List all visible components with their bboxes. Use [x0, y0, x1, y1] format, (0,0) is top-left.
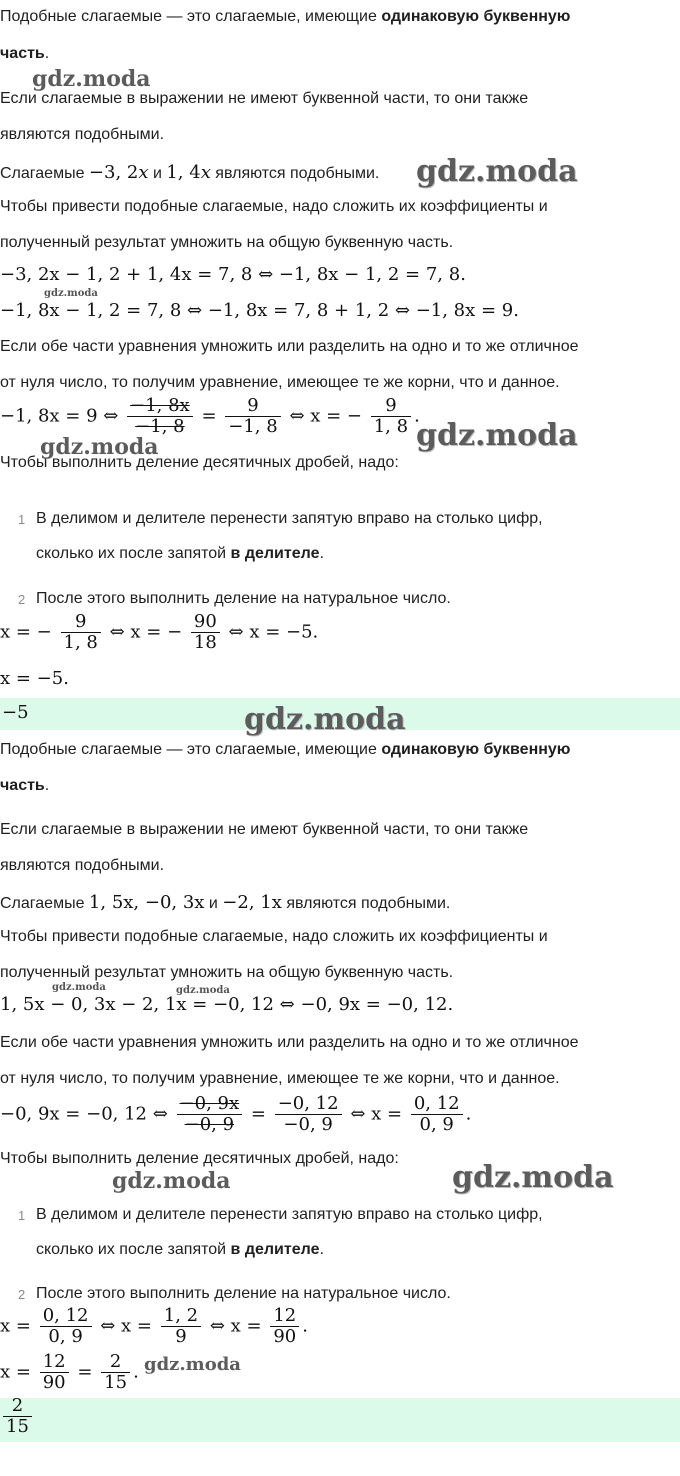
denominator: 0, 9 [419, 1114, 454, 1135]
rule-line: Если слагаемые в выражении не имеют буквенной части, то они также [0, 821, 529, 838]
definition-text: Подобные слагаемые — это слагаемые, имеющие [0, 741, 382, 758]
terms-math: 1, 5x, −0, 3x [88, 892, 205, 913]
fraction [225, 396, 280, 437]
step-1-bold: в делителе [230, 545, 320, 562]
equation-2: −1, 8x − 1, 2 = 7, 8 ⇔ −1, 8x = 7, 8 + 1, 2 ⇔ −1, 8x = 9. [0, 300, 519, 321]
equation-4 [0, 612, 318, 653]
division-intro: Чтобы выполнить деление десятичных дробей, надо: [0, 1150, 399, 1167]
numerator: −1, 8x [127, 396, 193, 417]
term-2: 1, 4x [166, 162, 211, 183]
watermark: gdz.moda [176, 985, 230, 996]
step-number: 2 [18, 592, 26, 607]
numerator: 9 [371, 396, 411, 417]
fraction [191, 612, 220, 653]
numerator: −0, 12 [275, 1094, 342, 1115]
denominator: 1, 8 [63, 632, 98, 653]
fraction-cancelled [177, 1094, 243, 1135]
fraction [275, 1094, 342, 1135]
definition-bold-2: часть [0, 45, 45, 62]
denominator: −1, 8 [228, 416, 278, 437]
fraction [371, 396, 411, 437]
denominator: 1, 8 [373, 416, 409, 437]
bring-line: Чтобы привести подобные слагаемые, надо сложить их коэффициенты и [0, 198, 548, 215]
equation-2 [0, 1094, 471, 1135]
terms-math-2: −2, 1x [222, 892, 282, 913]
denominator: −0, 9 [283, 1114, 333, 1135]
multiply-rule-line-2: от нуля число, то получим уравнение, имеющее те же корни, что и данное. [0, 374, 560, 391]
eq4-part: = [77, 1361, 93, 1383]
multiply-rule-line: Если обе части уравнения умножить или разделить на одно и то же отличное [0, 1034, 579, 1051]
watermark: gdz.moda [416, 154, 578, 189]
watermark: gdz.moda [244, 702, 406, 737]
definition-bold-2: часть [0, 777, 45, 794]
denominator: −1, 8 [135, 416, 185, 437]
eq2-mid: ⇔ x = [350, 1103, 403, 1125]
equals-sign: = [250, 1103, 266, 1125]
division-intro: Чтобы выполнить деление десятичных дробей, надо: [0, 454, 399, 471]
term-1: −3, 2x [88, 162, 149, 183]
numerator: −0, 9x [177, 1094, 243, 1115]
bring-line-2: полученный результат умножить на общую буквенную часть. [0, 964, 454, 981]
eq4-part: x = [0, 1361, 31, 1383]
step-1-bold: в делителе [230, 1241, 320, 1258]
terms-line [0, 162, 379, 183]
period: . [319, 545, 324, 562]
step-1-text-2 [36, 545, 324, 563]
step-2-text: После этого выполнить деление на натуральное число. [36, 590, 451, 607]
fraction [40, 1352, 69, 1393]
terms-prefix: Слагаемые [0, 165, 89, 182]
watermark: gdz.moda [452, 1160, 614, 1195]
period: . [44, 777, 50, 794]
equation-1: −3, 2x − 1, 2 + 1, 4x = 7, 8 ⇔ −1, 8x − 1, 2 = 7, 8. [0, 264, 466, 285]
step-1-text-prefix: сколько их после запятой [36, 545, 231, 562]
step-1-text: В делимом и делителе перенести запятую вправо на столько цифр, [36, 510, 543, 527]
answer-fraction [3, 1396, 32, 1437]
definition-line [0, 8, 570, 26]
definition-bold: одинаковую буквенную [381, 741, 571, 758]
and-word: и [148, 165, 167, 182]
denominator: 15 [104, 1372, 128, 1393]
fraction [270, 1306, 299, 1347]
eq3-part: ⇔ x = [100, 1315, 153, 1337]
denominator: 90 [42, 1372, 66, 1393]
fraction [40, 1306, 92, 1347]
multiply-rule-line: Если обе части уравнения умножить или разделить на одно и то же отличное [0, 338, 579, 355]
eq2-left: −0, 9x = −0, 12 ⇔ [0, 1103, 168, 1125]
equals-sign: = [201, 405, 217, 427]
definition-bold: одинаковую буквенную [381, 8, 571, 25]
terms-line [0, 892, 450, 913]
equation-3 [0, 1306, 308, 1347]
denominator: 9 [175, 1326, 187, 1347]
fraction-cancelled [127, 396, 193, 437]
period: . [414, 405, 420, 427]
eq3-left: −1, 8x = 9 ⇔ [0, 405, 119, 427]
fraction [411, 1094, 463, 1135]
watermark: gdz.moda [32, 66, 151, 92]
equation-3 [0, 396, 420, 437]
definition-line-2 [0, 777, 49, 795]
watermark: gdz.moda [52, 982, 106, 993]
numerator: 90 [191, 612, 220, 633]
multiply-rule-line-2: от нуля число, то получим уравнение, имеющее те же корни, что и данное. [0, 1070, 560, 1087]
fraction [101, 1352, 130, 1393]
watermark: gdz.moda [44, 288, 98, 299]
bring-line-2: полученный результат умножить на общую буквенную часть. [0, 234, 454, 251]
numerator: 12 [270, 1306, 299, 1327]
numerator: 2 [101, 1352, 130, 1373]
eq3-part: x = [0, 1315, 31, 1337]
period: . [465, 1103, 472, 1125]
bring-line: Чтобы привести подобные слагаемые, надо сложить их коэффициенты и [0, 928, 548, 945]
denominator: −0, 9 [184, 1114, 235, 1135]
eq4-part: ⇔ x = − [109, 621, 183, 643]
watermark: gdz.moda [416, 418, 578, 453]
terms-suffix: являются подобными. [281, 895, 451, 912]
answer-box [0, 1395, 680, 1442]
step-number: 2 [18, 1287, 26, 1302]
definition-line [0, 741, 570, 759]
fraction [61, 612, 101, 653]
definition-line-2 [0, 45, 49, 63]
numerator: 12 [40, 1352, 69, 1373]
numerator: 1, 2 [161, 1306, 201, 1327]
step-1-text: В делимом и делителе перенести запятую вправо на столько цифр, [36, 1206, 543, 1223]
period: . [319, 1241, 324, 1258]
period: . [302, 1315, 308, 1337]
numerator: 2 [3, 1396, 32, 1417]
denominator: 15 [6, 1416, 29, 1437]
fraction [161, 1306, 201, 1347]
numerator: 9 [61, 612, 101, 633]
numerator: 0, 12 [40, 1306, 92, 1327]
and-word: и [204, 895, 223, 912]
step-1-text-2 [36, 1241, 324, 1259]
eq3-mid: ⇔ x = − [289, 405, 362, 427]
period: . [44, 45, 50, 62]
watermark: gdz.moda [112, 1168, 231, 1194]
rule-line: Если слагаемые в выражении не имеют буквенной части, то они также [0, 90, 529, 107]
eq4-part: ⇔ x = −5. [228, 621, 319, 643]
period: . [133, 1361, 139, 1383]
step-2-text: После этого выполнить деление на натуральное число. [36, 1285, 451, 1302]
watermark: gdz.moda [144, 1354, 241, 1375]
denominator: 0, 9 [48, 1326, 83, 1347]
rule-line-2: являются подобными. [0, 857, 165, 874]
definition-text: Подобные слагаемые — это слагаемые, имеющие [0, 8, 382, 25]
answer-value: −5 [2, 702, 29, 723]
denominator: 90 [273, 1326, 297, 1347]
step-number: 1 [18, 512, 26, 527]
numerator: 0, 12 [411, 1094, 463, 1115]
rule-line-2: являются подобными. [0, 126, 165, 143]
equation-5: x = −5. [0, 668, 69, 689]
watermark: gdz.moda [40, 434, 159, 460]
step-number: 1 [18, 1208, 26, 1223]
step-1-text-prefix: сколько их после запятой [36, 1241, 231, 1258]
eq3-part: ⇔ x = [209, 1315, 262, 1337]
eq4-part: x = − [0, 621, 52, 643]
numerator: 9 [225, 396, 280, 417]
terms-suffix: являются подобными. [210, 165, 380, 182]
denominator: 18 [193, 632, 217, 653]
equation-4 [0, 1352, 139, 1393]
terms-prefix: Слагаемые [0, 895, 89, 912]
equation-1: 1, 5x − 0, 3x − 2, 1x = −0, 12 ⇔ −0, 9x = −0, 12. [0, 994, 454, 1015]
